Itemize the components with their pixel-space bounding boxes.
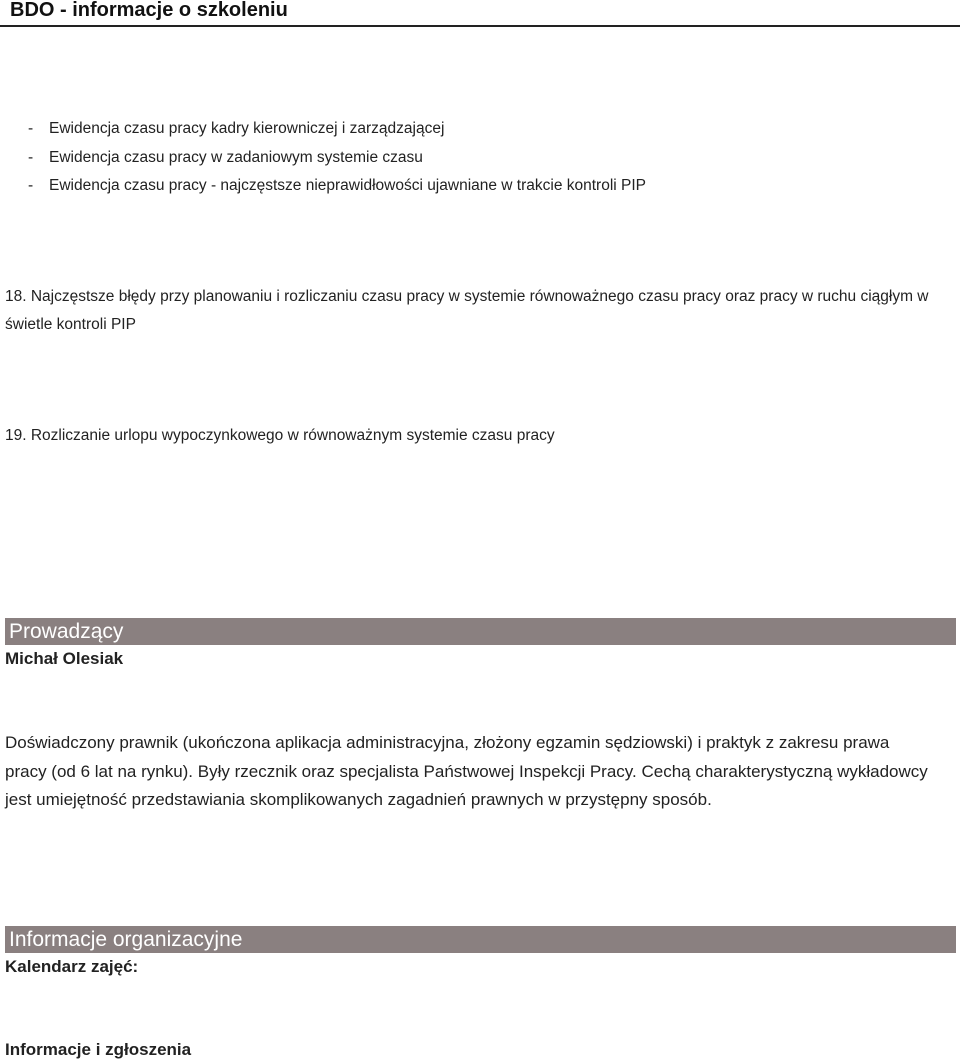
trainer-name: Michał Olesiak xyxy=(5,649,124,668)
trainer-section-header xyxy=(5,618,956,645)
organization-section-title: Informacje organizacyjne xyxy=(9,928,243,951)
organization-section-header xyxy=(5,926,956,953)
list-item xyxy=(28,172,646,201)
bullet-text: Ewidencja czasu pracy kadry kierowniczej i zarządzającej xyxy=(49,120,445,137)
trainer-bio: Doświadczony prawnik (ukończona aplikacja administracyjna, złożony egzamin sędziowski) i praktyk z zakresu prawa pracy (od 6 lat na rynku). Były rzecznik oraz specjalista Państwowej Inspekcji Pracy. Cechą charakterystyczną wykładowcy jest umiejętność przedstawiania skomplikowanych zagadnień prawnych w przystępny sposób. xyxy=(5,733,928,809)
list-item xyxy=(28,115,646,144)
signup-info-label: Informacje i zgłoszenia xyxy=(5,1040,192,1059)
bullet-text: Ewidencja czasu pracy - najczęstsze nieprawidłowości ujawniane w trakcie kontroli PIP xyxy=(49,177,647,194)
page-header xyxy=(0,0,960,27)
trainer-section-title: Prowadzący xyxy=(9,620,124,643)
calendar-label: Kalendarz zajęć: xyxy=(5,957,139,976)
bullet-text: Ewidencja czasu pracy w zadaniowym systemie czasu xyxy=(49,148,423,166)
program-point-19: 19. Rozliczanie urlopu wypoczynkowego w równoważnym systemie czasu pracy xyxy=(5,427,555,444)
bullet-dash: - xyxy=(28,148,34,166)
bullet-dash: - xyxy=(28,177,34,194)
bullet-dash: - xyxy=(28,120,34,137)
list-item xyxy=(28,144,646,173)
program-bullet-list xyxy=(28,115,646,201)
program-point-18: 18. Najczęstsze błędy przy planowaniu i rozliczaniu czasu pracy w systemie równoważnego czasu pracy oraz pracy w ruchu ciągłym w świetle kontroli PIP xyxy=(5,288,929,333)
page-title: BDO - informacje o szkoleniu xyxy=(10,0,288,21)
